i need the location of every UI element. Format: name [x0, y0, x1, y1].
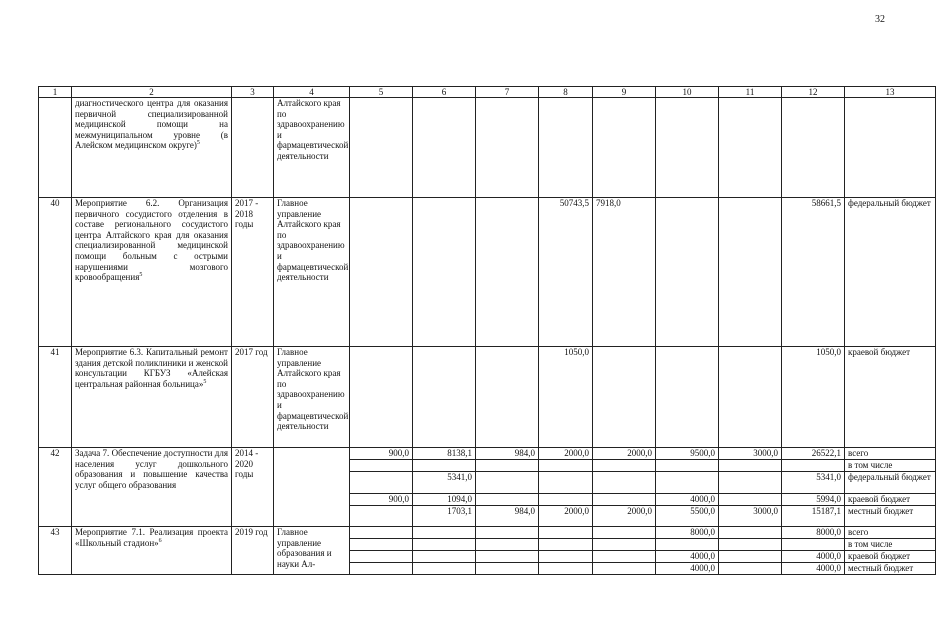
- cell-value: 984,0: [476, 448, 539, 460]
- cell-value: 50743,5: [539, 198, 593, 347]
- funding-source: краевой бюджет: [845, 347, 936, 448]
- cell-value: 2000,0: [539, 448, 593, 460]
- header-cell: 13: [845, 87, 936, 98]
- row-number: 40: [39, 198, 72, 347]
- footnote-mark: 5: [203, 378, 207, 385]
- cell-value: [350, 506, 413, 527]
- cell-value: [539, 472, 593, 494]
- funding-source: федеральный бюджет: [845, 198, 936, 347]
- cell-value: [782, 539, 845, 551]
- cell-value: 2000,0: [593, 448, 656, 460]
- cell-value: 4000,0: [656, 494, 719, 506]
- cell-value: 900,0: [350, 494, 413, 506]
- program-table: [38, 86, 936, 575]
- row-number: 41: [39, 347, 72, 448]
- cell-value: 58661,5: [782, 198, 845, 347]
- cell-value: [782, 460, 845, 472]
- footnote-mark: 5: [196, 140, 200, 147]
- row-number: 42: [39, 448, 72, 527]
- cell-value: 3000,0: [719, 506, 782, 527]
- cell-value: 5500,0: [656, 506, 719, 527]
- cell-value: [476, 472, 539, 494]
- cell-value: 1050,0: [782, 347, 845, 448]
- cell-value: 1703,1: [413, 506, 476, 527]
- cell-value: 5341,0: [782, 472, 845, 494]
- cell-value: [593, 460, 656, 472]
- cell-value: [350, 460, 413, 472]
- header-cell: 5: [350, 87, 413, 98]
- cell-value: [476, 494, 539, 506]
- cell-value: [593, 472, 656, 494]
- cell-value: 5341,0: [413, 472, 476, 494]
- header-cell: 6: [413, 87, 476, 98]
- header-row: [39, 87, 936, 98]
- funding-source: местный бюджет: [845, 563, 936, 575]
- cell-value: 7918,0: [593, 198, 656, 347]
- cell-value: [350, 472, 413, 494]
- cell-value: 4000,0: [656, 563, 719, 575]
- cell-value: 1050,0: [539, 347, 593, 448]
- header-cell: 12: [782, 87, 845, 98]
- cell-value: 26522,1: [782, 448, 845, 460]
- cell-value: [719, 494, 782, 506]
- cell-value: 2000,0: [539, 506, 593, 527]
- cell-value: 8000,0: [782, 527, 845, 539]
- table-row: [39, 347, 936, 448]
- cell-value: 2000,0: [593, 506, 656, 527]
- cell-value: 3000,0: [719, 448, 782, 460]
- funding-source: краевой бюджет: [845, 551, 936, 563]
- period: 2017 - 2018 годы: [232, 198, 274, 347]
- header-cell: 11: [719, 87, 782, 98]
- cell-value: [476, 460, 539, 472]
- cell-value: 4000,0: [656, 551, 719, 563]
- executor: Главное управление образования и науки Ал-: [274, 527, 350, 575]
- row-number: 43: [39, 527, 72, 575]
- header-cell: 7: [476, 87, 539, 98]
- cell-value: 984,0: [476, 506, 539, 527]
- funding-source: всего: [845, 527, 936, 539]
- funding-source: в том числе: [845, 460, 936, 472]
- cell-value: 15187,1: [782, 506, 845, 527]
- header-cell: 9: [593, 87, 656, 98]
- page-number: 32: [875, 14, 885, 25]
- executor: [274, 448, 350, 527]
- executor: Алтайского края по здравоохранению и фармацевтической деятельности: [274, 98, 350, 198]
- cell-value: [719, 472, 782, 494]
- funding-source: в том числе: [845, 539, 936, 551]
- cell-value: [656, 472, 719, 494]
- measure-name: диагностического центра для оказания первичной специализированной медицинской помощи на межмуниципальном уровне (в Алейском медицинском округе)$^5$: [72, 98, 232, 198]
- table-row: [39, 448, 936, 460]
- table-row: [39, 198, 936, 347]
- cell-value: 8000,0: [656, 527, 719, 539]
- cell-value: 1094,0: [413, 494, 476, 506]
- measure-name: Мероприятие 7.1. Реализация проекта «Школьный стадион»$^6$: [72, 527, 232, 575]
- cell-value: 5994,0: [782, 494, 845, 506]
- cell-value: 8138,1: [413, 448, 476, 460]
- header-cell: 2: [72, 87, 232, 98]
- header-cell: 3: [232, 87, 274, 98]
- header-cell: 10: [656, 87, 719, 98]
- measure-name: Задача 7. Обеспечение доступности для населения услуг дошкольного образования и повышение качества услуг общего образования: [72, 448, 232, 527]
- footnote-mark: 5: [139, 272, 143, 279]
- table-row: [39, 527, 936, 539]
- cell-value: [719, 460, 782, 472]
- funding-source: краевой бюджет: [845, 494, 936, 506]
- cell-value: [656, 539, 719, 551]
- footnote-mark: 6: [158, 537, 162, 544]
- period: 2017 год: [232, 347, 274, 448]
- executor: Главное управление Алтайского края по здравоохранению и фармацевтической деятельности: [274, 347, 350, 448]
- cell-value: [413, 460, 476, 472]
- funding-source: всего: [845, 448, 936, 460]
- cell-value: 4000,0: [782, 551, 845, 563]
- measure-name: Мероприятие 6.2. Организация первичного сосудистого отделения в составе регионального сосудистого центра Алтайского края для оказания специализированной медицинской помощи больным с острыми нарушениями мозгового кровообращения$^5$: [72, 198, 232, 347]
- period: 2014 - 2020 годы: [232, 448, 274, 527]
- funding-source: местный бюджет: [845, 506, 936, 527]
- cell-value: 9500,0: [656, 448, 719, 460]
- executor: Главное управление Алтайского края по здравоохранению и фармацевтической деятельности: [274, 198, 350, 347]
- funding-source: федеральный бюджет: [845, 472, 936, 494]
- cell-value: [539, 460, 593, 472]
- cell-value: [656, 460, 719, 472]
- cell-value: 900,0: [350, 448, 413, 460]
- header-cell: 1: [39, 87, 72, 98]
- header-cell: 8: [539, 87, 593, 98]
- header-cell: 4: [274, 87, 350, 98]
- measure-name: Мероприятие 6.3. Капитальный ремонт здания детской поликлиники и женской консультации КГБУЗ «Алейская центральная районная больница»$^5$: [72, 347, 232, 448]
- cell-value: [593, 494, 656, 506]
- cell-value: 4000,0: [782, 563, 845, 575]
- table-row: [39, 98, 936, 198]
- period: 2019 год: [232, 527, 274, 575]
- cell-value: [539, 494, 593, 506]
